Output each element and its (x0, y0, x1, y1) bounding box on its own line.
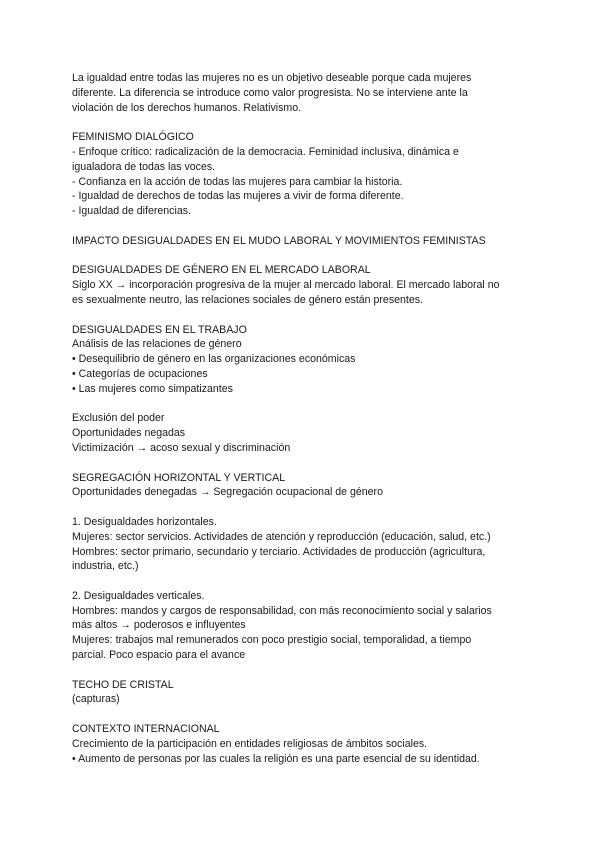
section-heading: TECHO DE CRISTAL (72, 678, 174, 691)
bullet-item: • Las mujeres como simpatizantes (72, 382, 233, 395)
text-line: Mujeres: trabajos mal remunerados con poco prestigio social, temporalidad, a tiempo (72, 634, 472, 647)
text-line: Siglo XX → incorporación progresiva de la mujer al mercado laboral. El mercado laboral no (72, 279, 500, 292)
section-verticales (72, 589, 534, 663)
text-line: Mujeres: sector servicios. Actividades de atención y reproducción (educación, salud, etc.) (72, 530, 491, 543)
text-line: Oportunidades denegadas → Segregación ocupacional de género (72, 486, 383, 499)
text-line: parcial. Poco espacio para el avance (72, 649, 246, 662)
text-line: - Igualdad de diferencias. (72, 205, 191, 218)
section-segregacion (72, 471, 534, 501)
text-line: Exclusión del poder (72, 412, 165, 425)
section-horizontales (72, 515, 534, 574)
text-line: Crecimiento de la participación en entidades religiosas de ámbitos sociales. (72, 737, 428, 750)
section-heading: DESIGUALDADES DE GÉNERO EN EL MERCADO LABORAL (72, 264, 371, 277)
text-line: - Enfoque crítico: radicalización de la democracia. Feminidad inclusiva, dinámica e (72, 145, 459, 158)
text-line: más altos → poderosos e influyentes (72, 619, 246, 632)
subsection-heading: 1. Desigualdades horizontales. (72, 515, 217, 528)
section-desigualdades-genero (72, 263, 534, 307)
section-heading: FEMINISMO DIALÓGICO (72, 131, 194, 144)
text-line: Hombres: mandos y cargos de responsabilidad, con más reconocimiento social y salarios (72, 604, 492, 617)
text-line: violación de los derechos humanos. Relativismo. (72, 101, 302, 114)
section-heading: IMPACTO DESIGUALDADES EN EL MUDO LABORAL Y MOVIMIENTOS FEMINISTAS (72, 234, 486, 247)
bullet-item: • Aumento de personas por las cuales la religión es una parte esencial de su identidad. (72, 752, 480, 765)
text-line: Oportunidades negadas (72, 427, 186, 440)
section-exclusion (72, 411, 534, 455)
section-techo-cristal (72, 678, 534, 708)
text-line: igualadora de todas las voces. (72, 160, 216, 173)
section-feminismo-dialogico (72, 130, 534, 219)
text-line: diferente. La diferencia se introduce como valor progresista. No se interviene ante la (72, 86, 468, 99)
section-heading: CONTEXTO INTERNACIONAL (72, 723, 220, 736)
text-line: (capturas) (72, 693, 120, 706)
document-body (72, 71, 534, 781)
text-line: - Igualdad de derechos de todas las mujeres a vivir de forma diferente. (72, 190, 404, 203)
intro-paragraph (72, 71, 534, 115)
text-line: es sexualmente neutro, las relaciones sociales de género están presentes. (72, 293, 423, 306)
text-line: Hombres: sector primario, secundario y terciario. Actividades de producción (agricultura, (72, 545, 486, 558)
text-line: - Confianza en la acción de todas las mujeres para cambiar la historia. (72, 175, 403, 188)
section-contexto-internacional (72, 722, 534, 766)
text-line: La igualdad entre todas las mujeres no es un objetivo deseable porque cada mujeres (72, 72, 472, 84)
subsection-heading: 2. Desigualdades verticales. (72, 589, 205, 602)
bullet-item: • Desequilibrio de género en las organizaciones económicas (72, 353, 356, 366)
text-line: Victimización → acoso sexual y discriminación (72, 441, 291, 454)
section-heading: SEGREGACIÓN HORIZONTAL Y VERTICAL (72, 471, 286, 484)
text-line: industria, etc.) (72, 560, 139, 573)
text-line: Análisis de las relaciones de género (72, 338, 242, 351)
bullet-item: • Categorías de ocupaciones (72, 367, 208, 380)
section-heading: DESIGUALDADES EN EL TRABAJO (72, 323, 247, 336)
section-desigualdades-trabajo (72, 323, 534, 397)
section-impacto (72, 234, 534, 249)
